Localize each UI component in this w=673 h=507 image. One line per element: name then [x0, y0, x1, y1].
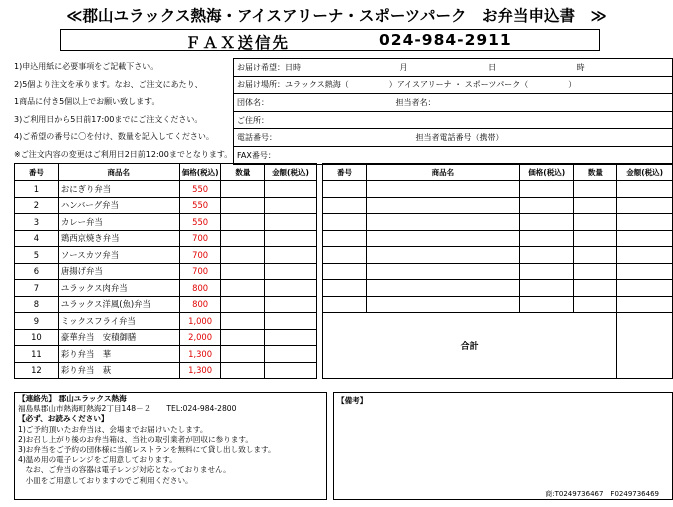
quantity-cell[interactable]	[221, 313, 265, 330]
quantity-cell[interactable]	[221, 329, 265, 346]
item-number[interactable]: 2	[15, 197, 59, 214]
item-number[interactable]: 6	[15, 263, 59, 280]
amount-cell[interactable]	[265, 362, 316, 379]
fax-number: 024-984-2911	[379, 31, 512, 49]
amount-cell[interactable]	[265, 329, 316, 346]
quantity-cell[interactable]	[221, 296, 265, 313]
address-field[interactable]: ご住所：	[234, 111, 673, 129]
quantity-cell[interactable]	[221, 197, 265, 214]
right-name-cell[interactable]	[366, 280, 519, 297]
item-number[interactable]: 7	[15, 280, 59, 297]
table-header-row: 番号 商品名 価格(税込) 数量 金額(税込) 番号 商品名 価格(税込) 数量 金額(税込)	[15, 164, 673, 181]
right-name-cell[interactable]	[366, 247, 519, 264]
item-number[interactable]: 10	[15, 329, 59, 346]
instruction-line: 1商品に付き5個以上でお願い致します。	[14, 97, 160, 107]
quantity-cell[interactable]	[221, 230, 265, 247]
right-price-cell[interactable]	[519, 181, 574, 198]
contact-line: 福島県郡山市熱海町熱海2丁目148－２ TEL:024-984-2800	[18, 404, 237, 414]
fax-number-field[interactable]: FAX番号：	[234, 146, 673, 164]
total-amount-cell[interactable]	[617, 313, 673, 379]
fax-label: ＦＡＸ送信先	[185, 34, 291, 52]
right-quantity-cell[interactable]	[574, 247, 617, 264]
item-price: 1,300	[179, 346, 221, 363]
right-quantity-cell[interactable]	[574, 230, 617, 247]
right-price-cell[interactable]	[519, 296, 574, 313]
table-row	[15, 181, 673, 198]
item-number[interactable]: 11	[15, 346, 59, 363]
right-amount-cell[interactable]	[617, 181, 673, 198]
total-label: 合計	[323, 313, 617, 379]
right-amount-cell[interactable]	[617, 197, 673, 214]
right-name-cell[interactable]	[366, 263, 519, 280]
amount-cell[interactable]	[265, 197, 316, 214]
right-quantity-cell[interactable]	[574, 296, 617, 313]
amount-cell[interactable]	[265, 230, 316, 247]
quantity-cell[interactable]	[221, 362, 265, 379]
right-price-cell[interactable]	[519, 263, 574, 280]
quantity-cell[interactable]	[221, 263, 265, 280]
quantity-cell[interactable]	[221, 214, 265, 231]
item-number[interactable]: 5	[15, 247, 59, 264]
instruction-line: 4)ご希望の番号に〇を付け、数量を記入してください。	[14, 132, 214, 142]
right-name-cell[interactable]	[366, 197, 519, 214]
order-table	[14, 163, 673, 379]
contact-line: 2)お召し上がり後のお弁当箱は、当社の取引業者が回収に参ります。	[18, 434, 253, 444]
right-number-cell[interactable]	[323, 263, 367, 280]
item-price: 1,000	[179, 313, 221, 330]
item-name: ソースカツ弁当	[58, 247, 179, 264]
right-quantity-cell[interactable]	[574, 197, 617, 214]
table-row	[15, 296, 673, 313]
item-name: ユラックス肉弁当	[58, 280, 179, 297]
right-quantity-cell[interactable]	[574, 181, 617, 198]
right-number-cell[interactable]	[323, 181, 367, 198]
item-price: 550	[179, 181, 221, 198]
item-price: 550	[179, 197, 221, 214]
item-price: 2,000	[179, 329, 221, 346]
right-number-cell[interactable]	[323, 230, 367, 247]
remarks-box[interactable]	[333, 392, 673, 500]
instruction-line: 1)申込用紙に必要事項をご記載下さい。	[14, 62, 159, 71]
amount-cell[interactable]	[265, 313, 316, 330]
right-number-cell[interactable]	[323, 247, 367, 264]
group-name-field[interactable]: 団体名： 担当者名：	[234, 94, 673, 112]
right-price-cell[interactable]	[519, 280, 574, 297]
item-price: 700	[179, 247, 221, 264]
right-name-cell[interactable]	[366, 214, 519, 231]
table-row	[15, 230, 673, 247]
right-quantity-cell[interactable]	[574, 214, 617, 231]
item-number[interactable]: 1	[15, 181, 59, 198]
instruction-line: ※ご注文内容の変更はご利用日2日前12:00までとなります。	[14, 149, 233, 159]
quantity-cell[interactable]	[221, 346, 265, 363]
right-price-cell[interactable]	[519, 197, 574, 214]
right-name-cell[interactable]	[366, 296, 519, 313]
table-row	[15, 214, 673, 231]
amount-cell[interactable]	[265, 247, 316, 264]
instruction-line: 3)ご利用日から5日前17:00までにご注文ください。	[14, 114, 203, 124]
instructions	[14, 58, 232, 164]
column-gap	[316, 329, 322, 346]
item-number[interactable]: 9	[15, 313, 59, 330]
amount-cell[interactable]	[265, 181, 316, 198]
contact-line: 3)お弁当をご予約の団体様に当館レストランを無料にて貸し出し致します。	[18, 445, 276, 455]
right-quantity-cell[interactable]	[574, 280, 617, 297]
amount-cell[interactable]	[265, 263, 316, 280]
contact-line: 【必ず、お読みください】	[18, 414, 109, 424]
item-price: 700	[179, 263, 221, 280]
contact-line: なお、ご弁当の容器は電子レンジ対応となっておりません。	[18, 465, 231, 475]
right-name-cell[interactable]	[366, 230, 519, 247]
amount-cell[interactable]	[265, 346, 316, 363]
form-title: ≪郡山ユラックス熱海・アイスアリーナ・スポーツパーク お弁当申込書 ≫	[66, 7, 607, 25]
contact-box	[14, 392, 327, 500]
item-number[interactable]: 12	[15, 362, 59, 379]
item-name: ミックスフライ弁当	[58, 313, 179, 330]
right-price-cell[interactable]	[519, 230, 574, 247]
delivery-date-row	[234, 59, 673, 77]
amount-cell[interactable]	[265, 296, 316, 313]
right-amount-cell[interactable]	[617, 230, 673, 247]
table-row	[15, 247, 673, 264]
fax-destination-box	[60, 29, 600, 51]
contact-line: 小皿をご用意しておりますのでご利用ください。	[18, 475, 193, 485]
item-price: 550	[179, 214, 221, 231]
item-name: 彩り弁当 華	[58, 346, 179, 363]
instruction-line: 2)5個より注文を承ります。なお、ご注文にあたり、	[14, 79, 203, 89]
contact-line: 【連絡先】 郡山ユラックス熱海	[18, 394, 127, 403]
item-name: 唐揚げ弁当	[58, 263, 179, 280]
item-name: カレー弁当	[58, 214, 179, 231]
item-price: 800	[179, 296, 221, 313]
right-price-cell[interactable]	[519, 214, 574, 231]
right-number-cell[interactable]	[323, 280, 367, 297]
right-number-cell[interactable]	[323, 214, 367, 231]
item-price: 1,300	[179, 362, 221, 379]
right-number-cell[interactable]	[323, 197, 367, 214]
item-name: ユラックス洋風(魚)弁当	[58, 296, 179, 313]
item-number[interactable]: 3	[15, 214, 59, 231]
item-name: 豪華弁当 安積御膳	[58, 329, 179, 346]
column-gap	[316, 346, 322, 363]
right-amount-cell[interactable]	[617, 247, 673, 264]
footer-contact: 商:T0249736467 F0249736469	[545, 490, 659, 498]
remarks-label: 【備考】	[337, 396, 368, 405]
right-amount-cell[interactable]	[617, 280, 673, 297]
delivery-info-table	[233, 58, 673, 165]
right-number-cell[interactable]	[323, 296, 367, 313]
contact-line: 1)ご予約頂いたお弁当は、会場までお届けいたします。	[18, 424, 208, 434]
item-name: ハンバーグ弁当	[58, 197, 179, 214]
item-name: 鶏西京焼き弁当	[58, 230, 179, 247]
table-row	[15, 197, 673, 214]
delivery-place-field[interactable]: お届け場所：ユラックス熱海（ ）アイスアリーナ ・ スポーツパーク（ ）	[234, 76, 673, 94]
table-row	[15, 280, 673, 297]
column-gap	[316, 362, 322, 379]
contact-line: 4)温め用の電子レンジをご用意しております。	[18, 455, 177, 465]
right-amount-cell[interactable]	[617, 263, 673, 280]
right-price-cell[interactable]	[519, 247, 574, 264]
table-row	[15, 263, 673, 280]
item-price: 700	[179, 230, 221, 247]
item-name: 彩り弁当 萩	[58, 362, 179, 379]
item-number[interactable]: 8	[15, 296, 59, 313]
quantity-cell[interactable]	[221, 181, 265, 198]
phone-field[interactable]: 電話番号： 担当者電話番号（携帯）	[234, 129, 673, 147]
amount-cell[interactable]	[265, 280, 316, 297]
right-amount-cell[interactable]	[617, 296, 673, 313]
right-quantity-cell[interactable]	[574, 263, 617, 280]
amount-cell[interactable]	[265, 214, 316, 231]
delivery-date-field[interactable]: お届け希望：日時 月 日 時	[234, 59, 673, 77]
quantity-cell[interactable]	[221, 280, 265, 297]
right-amount-cell[interactable]	[617, 214, 673, 231]
right-name-cell[interactable]	[366, 181, 519, 198]
table-row	[15, 313, 673, 330]
item-name: おにぎり弁当	[58, 181, 179, 198]
item-price: 800	[179, 280, 221, 297]
quantity-cell[interactable]	[221, 247, 265, 264]
item-number[interactable]: 4	[15, 230, 59, 247]
